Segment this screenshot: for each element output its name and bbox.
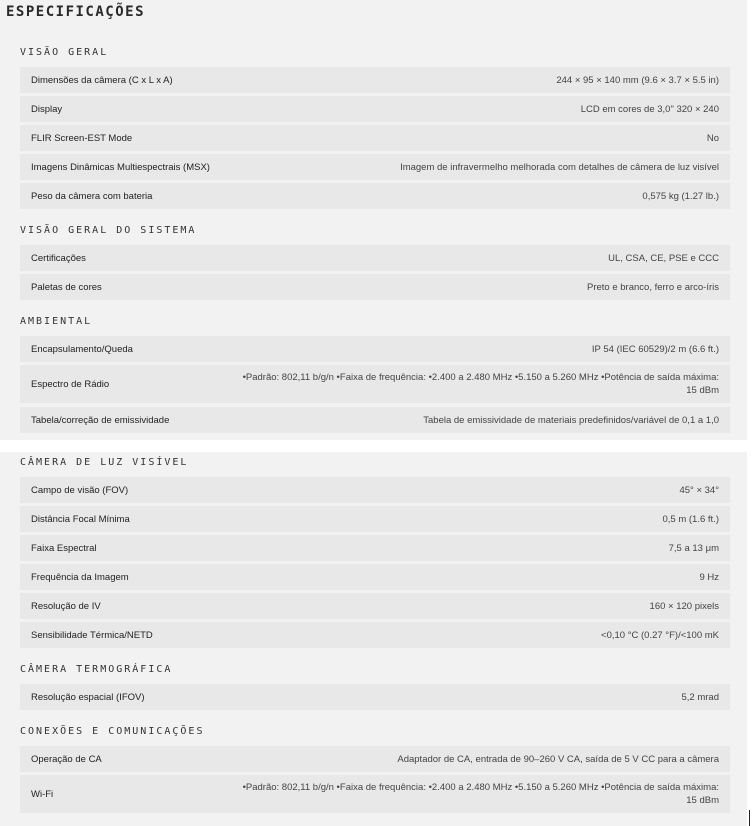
spec-row <box>20 477 730 503</box>
spec-row <box>20 125 730 151</box>
spec-label: Espectro de Rádio <box>31 378 110 390</box>
section-gap <box>0 440 755 452</box>
spec-row <box>20 274 730 300</box>
spec-row <box>20 96 730 122</box>
spec-row <box>20 365 730 403</box>
spec-value: •Padrão: 802,11 b/g/n •Faixa de frequência: •2.400 a 2.480 MHz •5.150 a 5.260 MHz •Potência de saída máxima: 15 dBm <box>242 372 719 396</box>
spec-row <box>20 622 730 648</box>
spec-value: 45° × 34° <box>679 484 719 496</box>
spec-label: Wi-Fi <box>31 788 54 800</box>
spec-label: Resolução espacial (IFOV) <box>31 691 145 703</box>
spec-row <box>20 407 730 433</box>
section-heading-visao-geral-do-sistema: VISÃO GERAL DO SISTEMA <box>20 225 197 236</box>
spec-value: 7,5 a 13 μm <box>668 542 719 554</box>
spec-value: 0,5 m (1.6 ft.) <box>662 513 719 525</box>
spec-row <box>20 154 730 180</box>
spec-value: Tabela de emissividade de materiais predefinidos/variável de 0,1 a 1,0 <box>423 414 719 426</box>
spec-row <box>20 506 730 532</box>
spec-label: Paletas de cores <box>31 281 102 293</box>
spec-row <box>20 183 730 209</box>
section-heading-ambiental: AMBIENTAL <box>20 316 93 327</box>
spec-label: Certificações <box>31 252 86 264</box>
spec-label: Sensibilidade Térmica/NETD <box>31 629 153 641</box>
spec-label: Dimensões da câmera (C x L x A) <box>31 74 173 86</box>
spec-value: 0,575 kg (1.27 lb.) <box>642 190 719 202</box>
spec-value: 244 × 95 × 140 mm (9.6 × 3.7 × 5.5 in) <box>556 74 719 86</box>
spec-value: 160 × 120 pixels <box>649 600 719 612</box>
spec-value: Imagem de infravermelho melhorada com detalhes de câmera de luz visível <box>400 161 719 173</box>
text-cursor <box>749 810 750 826</box>
spec-row <box>20 245 730 271</box>
spec-label: Operação de CA <box>31 753 102 765</box>
spec-label: Encapsulamento/Queda <box>31 343 133 355</box>
spec-label: Peso da câmera com bateria <box>31 190 153 202</box>
spec-row <box>20 746 730 772</box>
spec-value: LCD em cores de 3,0" 320 × 240 <box>580 103 719 115</box>
spec-label: Display <box>31 103 63 115</box>
spec-row <box>20 564 730 590</box>
spec-row <box>20 67 730 93</box>
spec-label: Tabela/correção de emissividade <box>31 414 170 426</box>
spec-row <box>20 684 730 710</box>
spec-value: Adaptador de CA, entrada de 90–260 V CA, saída de 5 V CC para a câmera <box>397 753 719 765</box>
spec-label: Campo de visão (FOV) <box>31 484 129 496</box>
spec-label: Resolução de IV <box>31 600 101 612</box>
section-heading-camera-de-luz-visivel: CÂMERA DE LUZ VISÍVEL <box>20 457 189 468</box>
spec-value: UL, CSA, CE, PSE e CCC <box>608 252 719 264</box>
spec-value: No <box>706 132 719 144</box>
spec-label: Frequência da Imagem <box>31 571 129 583</box>
spec-row <box>20 775 730 813</box>
spec-label: Faixa Espectral <box>31 542 97 554</box>
spec-row <box>20 593 730 619</box>
spec-label: Imagens Dinâmicas Multiespectrais (MSX) <box>31 161 210 173</box>
spec-value: IP 54 (IEC 60529)/2 m (6.6 ft.) <box>591 343 719 355</box>
spec-row <box>20 336 730 362</box>
spec-row <box>20 535 730 561</box>
spec-value: <0,10 °C (0.27 °F)/<100 mK <box>601 629 719 641</box>
spec-label: Distância Focal Mínima <box>31 513 130 525</box>
spec-value: •Padrão: 802,11 b/g/n •Faixa de frequência: •2.400 a 2.480 MHz •5.150 a 5.260 MHz •Potência de saída máxima: 15 dBm <box>242 782 719 806</box>
section-heading-visao-geral: VISÃO GERAL <box>20 47 109 58</box>
page-title: ESPECIFICAÇÕES <box>6 4 146 20</box>
section-heading-camera-termografica: CÂMERA TERMOGRÁFICA <box>20 664 173 675</box>
spec-value: 5,2 mrad <box>681 691 719 703</box>
spec-label: FLIR Screen-EST Mode <box>31 132 133 144</box>
spec-value: 9 Hz <box>699 571 719 583</box>
spec-value: Preto e branco, ferro e arco-íris <box>587 281 719 293</box>
section-heading-conexoes-e-comunicacoes: CONEXÕES E COMUNICAÇÕES <box>20 726 205 737</box>
